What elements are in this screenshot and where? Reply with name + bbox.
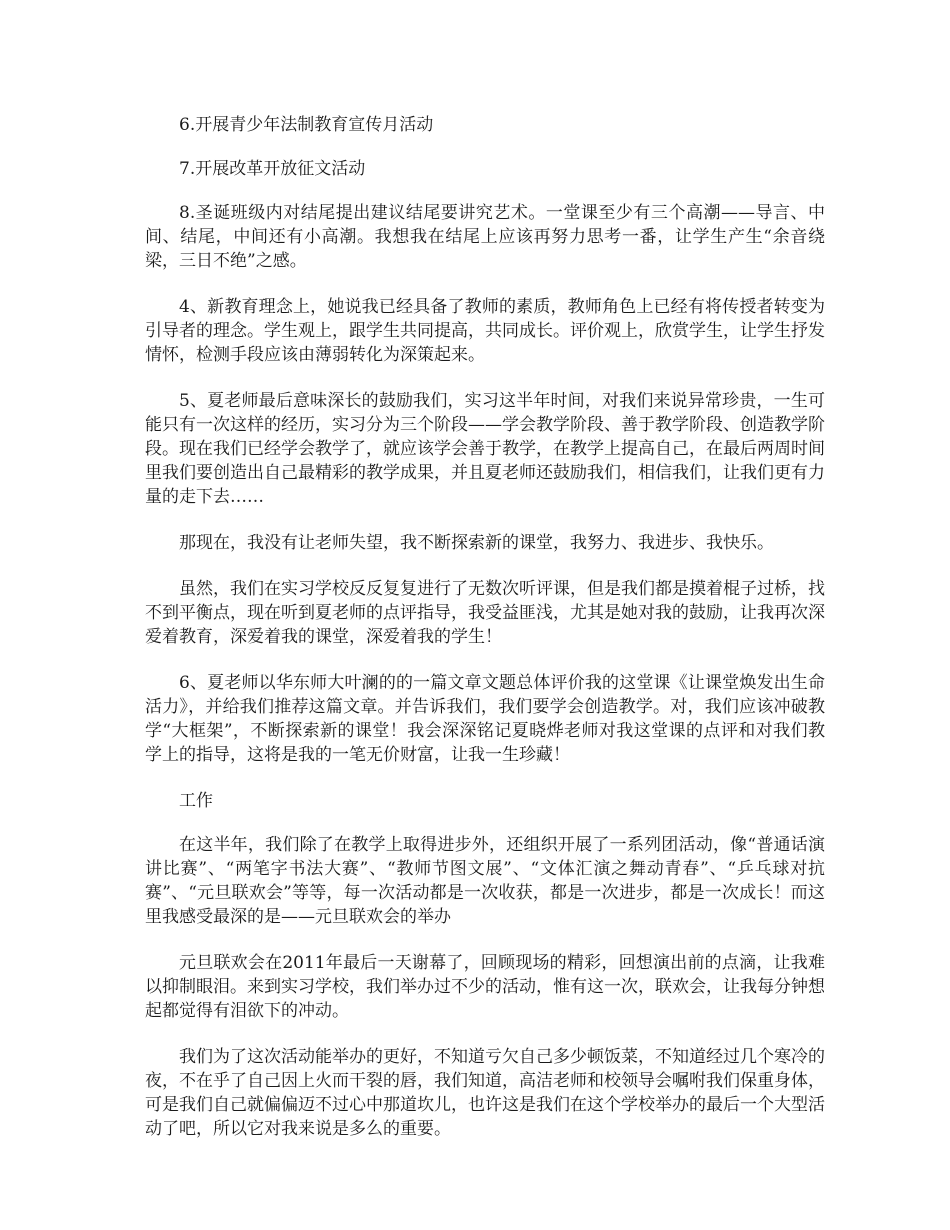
paragraph-point-5: 5、夏老师最后意味深长的鼓励我们，实习这半年时间，对我们来说异常珍贵，一生可能只有一次这样的经历，实习分为三个阶段——学会教学阶段、善于教学阶段、创造教学阶段。现在我们已经学会教学了，就应该学会善于教学，在教学上提高自己，在最后两周时间里我们要创造出自己最精彩的教学成果，并且夏老师还鼓励我们，相信我们，让我们更有力量的走下去……	[145, 391, 825, 507]
paragraph-activity-7: 7.开展改革开放征文活动	[179, 159, 366, 179]
document-body	[145, 113, 825, 1163]
paragraph-half-year: 在这半年，我们除了在教学上取得进步外，还组织开展了一系列团活动，像“普通话演讲比赛”、“两笔字书法大赛”、“教师节图文展”、“文体汇演之舞动青春”、“乒乓球对抗赛”、“元旦联欢会”等等，每一次活动都是一次收获，都是一次进步，都是一次成长！而这里我感受最深的是——元旦联欢会的举办	[145, 835, 825, 927]
paragraph-new-year-party: 元旦联欢会在2011年最后一天谢幕了，回顾现场的精彩，回想演出前的点滴，让我难以抑制眼泪。来到实习学校，我们举办过不少的活动，惟有这一次，联欢会，让我每分钟想起都觉得有泪欲下的冲动。	[145, 953, 825, 1021]
paragraph-activity-8: 8.圣诞班级内对结尾提出建议结尾要讲究艺术。一堂课至少有三个高潮——导言、中间、结尾，中间还有小高潮。我想我在结尾上应该再努力思考一番，让学生产生“余音绕梁，三日不绝”之感。	[145, 203, 825, 271]
paragraph-point-6: 6、夏老师以华东师大叶澜的的一篇文章文题总体评价我的这堂课《让课堂焕发出生命活力》，并给我们推荐这篇文章。并告诉我们，我们要学会创造教学。对，我们应该冲破教学“大框架”，不断探索新的课堂！我会深深铭记夏晓烨老师对我这堂课的点评和对我们教学上的指导，这将是我的一笔无价财富，让我一生珍藏！	[145, 673, 825, 765]
paragraph-preparation: 我们为了这次活动能举办的更好，不知道亏欠自己多少顿饭菜，不知道经过几个寒冷的夜，不在乎了自己因上火而干裂的唇，我们知道，高洁老师和校领导会嘱咐我们保重身体，可是我们自己就偏偏迈不过心中那道坎儿，也许这是我们在这个学校举办的最后一个大型活动了吧，所以它对我来说是多么的重要。	[145, 1047, 825, 1139]
section-heading-work: 工作	[179, 791, 213, 811]
paragraph-although: 虽然，我们在实习学校反反复复进行了无数次听评课，但是我们都是摸着棍子过桥，找不到平衡点，现在听到夏老师的点评指导，我受益匪浅，尤其是她对我的鼓励，让我再次深爱着教育，深爱着我的课堂，深爱着我的学生！	[145, 579, 825, 647]
paragraph-point-4: 4、新教育理念上，她说我已经具备了教师的素质，教师角色上已经有将传授者转变为引导者的理念。学生观上，跟学生共同提高，共同成长。评价观上，欣赏学生，让学生抒发情怀，检测手段应该由薄弱转化为深策起来。	[145, 297, 825, 365]
paragraph-activity-6: 6.开展青少年法制教育宣传月活动	[179, 115, 434, 135]
paragraph-now: 那现在，我没有让老师失望，我不断探索新的课堂，我努力、我进步、我快乐。	[179, 533, 774, 553]
